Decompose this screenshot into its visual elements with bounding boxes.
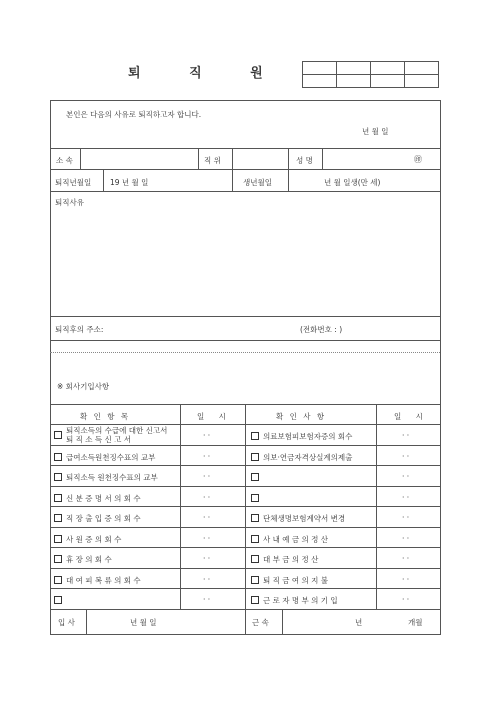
checkbox-icon[interactable]	[251, 576, 259, 584]
position-field[interactable]	[234, 150, 286, 167]
left-check-item[interactable]	[54, 472, 158, 482]
checkbox-icon[interactable]	[54, 576, 62, 584]
reason-field[interactable]	[52, 208, 438, 314]
left-check-item[interactable]	[54, 513, 141, 523]
header-check-items: 확 인 항 목	[80, 412, 131, 421]
left-date-field[interactable]: · ·	[203, 554, 211, 563]
left-check-label: 휴 장 의 회 수	[66, 554, 112, 564]
join-date-field[interactable]: 년 월 일	[130, 618, 157, 627]
right-check-item[interactable]	[251, 595, 338, 605]
right-check-item[interactable]	[251, 534, 328, 544]
checkbox-icon[interactable]	[54, 453, 62, 461]
header-date-right: 일 시	[394, 412, 429, 421]
right-date-field[interactable]: · ·	[402, 431, 410, 440]
retire-date-field[interactable]: 19 년 월 일	[110, 178, 149, 187]
seal-mark: ㊞	[414, 155, 422, 164]
left-date-field[interactable]: · ·	[203, 431, 211, 440]
right-date-field[interactable]: · ·	[402, 452, 410, 461]
checkbox-icon[interactable]	[251, 514, 259, 522]
birth-label: 생년월일	[243, 178, 272, 187]
address-label: 퇴직후의 주소:	[55, 325, 104, 334]
right-check-item[interactable]	[251, 575, 328, 585]
right-date-field[interactable]: · ·	[402, 554, 410, 563]
position-label: 직 위	[204, 156, 221, 165]
left-date-field[interactable]: · ·	[203, 575, 211, 584]
left-date-field[interactable]: · ·	[203, 452, 211, 461]
left-check-item[interactable]	[54, 426, 167, 444]
left-date-field[interactable]: · ·	[203, 534, 211, 543]
left-date-field[interactable]: · ·	[203, 513, 211, 522]
right-check-label: 대 부 금 의 정 산	[263, 554, 319, 564]
right-check-label: 사 내 예 금 의 정 산	[263, 534, 329, 544]
checkbox-icon[interactable]	[251, 555, 259, 563]
name-label: 성 명	[296, 156, 313, 165]
right-check-label: 의료보험피보험자증의 회수	[263, 431, 353, 441]
header-date-left: 일 시	[197, 412, 232, 421]
checkbox-icon[interactable]	[251, 432, 259, 440]
dept-label: 소 속	[56, 156, 73, 165]
retire-date-label: 퇴직년월일	[55, 178, 92, 187]
checkbox-icon[interactable]	[251, 453, 259, 461]
right-date-field[interactable]: · ·	[402, 493, 410, 502]
checkbox-icon[interactable]	[54, 473, 62, 481]
right-date-field[interactable]: · ·	[402, 472, 410, 481]
checkbox-icon[interactable]	[251, 494, 259, 502]
left-check-item[interactable]	[54, 554, 112, 564]
intro-text: 본인은 다음의 사유로 퇴직하고자 합니다.	[66, 110, 202, 119]
right-check-item[interactable]	[251, 554, 318, 564]
page-title: 퇴 직 원	[128, 66, 285, 81]
service-month: 개월	[408, 618, 423, 627]
checkbox-icon[interactable]	[54, 555, 62, 563]
left-check-item[interactable]	[54, 575, 141, 585]
left-check-label: 직 장 출 입 증 의 회 수	[66, 513, 141, 523]
join-label: 입 사	[58, 618, 75, 627]
left-check-item[interactable]	[54, 493, 141, 503]
right-date-field[interactable]: · ·	[402, 534, 410, 543]
company-section-label: ※ 회사기입사항	[57, 382, 110, 391]
checkbox-icon[interactable]	[251, 596, 259, 604]
right-check-label: 단체생명보험계약서 변경	[263, 513, 346, 523]
left-check-item[interactable]	[54, 534, 121, 544]
right-check-item[interactable]	[251, 431, 352, 441]
right-check-label: 퇴 직 금 여 의 지 불	[263, 575, 329, 585]
right-check-item[interactable]	[251, 472, 263, 481]
checkbox-icon[interactable]	[54, 596, 62, 604]
name-field[interactable]	[324, 150, 404, 167]
phone-label: (전화번호 : )	[300, 325, 343, 334]
left-check-label: 대 여 피 복 류 의 회 수	[66, 575, 141, 585]
checkbox-icon[interactable]	[251, 473, 259, 481]
service-label: 근 속	[252, 618, 269, 627]
left-check-label: 사 원 증 의 회 수	[66, 534, 122, 544]
left-date-field[interactable]: · ·	[203, 595, 211, 604]
left-date-field[interactable]: · ·	[203, 493, 211, 502]
left-check-label: 퇴직소득 원천징수표의 교부	[66, 472, 158, 482]
date-line: 년 월 일	[362, 127, 389, 136]
right-date-field[interactable]: · ·	[402, 575, 410, 584]
left-check-label: 급여소득원천징수표의 교부	[66, 452, 156, 462]
right-date-field[interactable]: · ·	[402, 595, 410, 604]
left-check-item[interactable]	[54, 452, 155, 462]
birth-field[interactable]: 년 월 일생(만 세)	[324, 178, 381, 187]
right-check-label: 의보·연금자격상실계의제출	[263, 452, 353, 462]
right-check-label: 근 로 자 명 부 의 기 입	[263, 595, 338, 605]
left-check-label: 퇴직소득의 수급에 대한 신고서 퇴 직 소 득 신 고 서	[66, 426, 168, 444]
checkbox-icon[interactable]	[54, 514, 62, 522]
service-year: 년	[355, 618, 363, 627]
right-check-item[interactable]	[251, 452, 352, 462]
right-date-field[interactable]: · ·	[402, 513, 410, 522]
dept-field[interactable]	[82, 150, 196, 167]
reason-label: 퇴직사유	[55, 198, 84, 207]
checkbox-icon[interactable]	[54, 431, 62, 439]
right-check-item[interactable]	[251, 493, 263, 502]
checkbox-icon[interactable]	[54, 494, 62, 502]
left-date-field[interactable]: · ·	[203, 472, 211, 481]
right-check-item[interactable]	[251, 513, 345, 523]
header-check-matters: 확 인 사 항	[276, 412, 327, 421]
left-check-label: 신 분 증 명 서 의 회 수	[66, 493, 141, 503]
left-check-item[interactable]	[54, 595, 66, 604]
checkbox-icon[interactable]	[251, 535, 259, 543]
checkbox-icon[interactable]	[54, 535, 62, 543]
